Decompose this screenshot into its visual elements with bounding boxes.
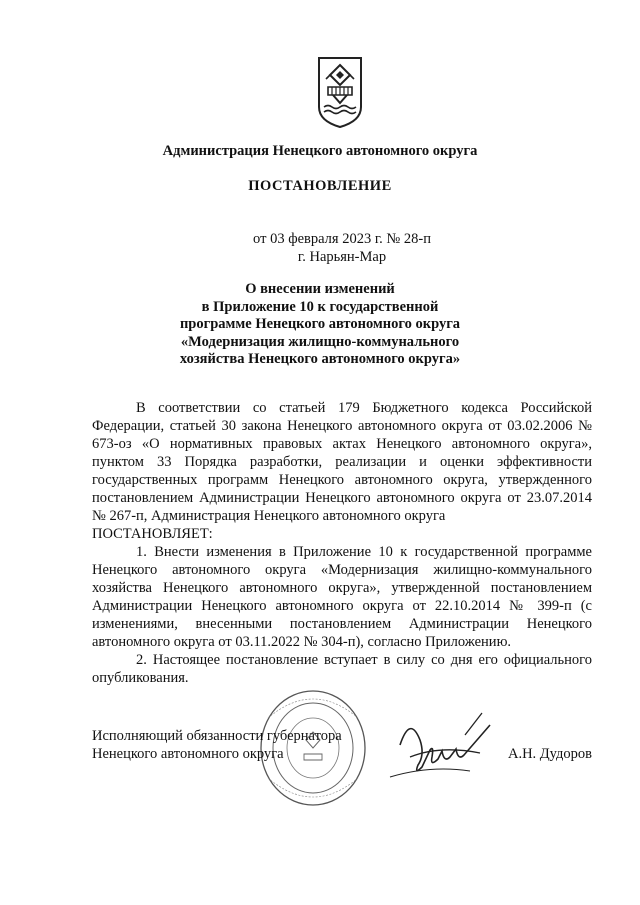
document-place: г. Нарьян-Мар [297, 249, 387, 265]
signatory-position-line-2: Ненецкого автономного округа [92, 746, 284, 762]
clause-2-paragraph: 2. Настоящее постановление вступает в силу со дня его официального опубликования. [92, 652, 592, 686]
signature-block [92, 727, 592, 763]
title-line: в Приложение 10 к государственной [201, 298, 439, 315]
organization-heading: Администрация Ненецкого автономного округа [162, 143, 478, 159]
title-line: О внесении изменений [245, 281, 395, 297]
title-line: «Модернизация жилищно-коммунального [180, 333, 460, 350]
title-line: программе Ненецкого автономного округа [179, 316, 461, 332]
document-date-number: от 03 февраля 2023 г. № 28-п [253, 231, 431, 247]
document-body [92, 399, 592, 687]
coat-of-arms-emblem [316, 55, 364, 129]
resolves-keyword: ПОСТАНОВЛЯЕТ: [92, 526, 213, 542]
title-line: хозяйства Ненецкого автономного округа» [179, 351, 461, 367]
preamble-paragraph: В соответствии со статьей 179 Бюджетного кодекса Российской Федерации, статьей 30 закона Ненецкого автономного округа от 03.02.2006 № 673-оз «О нормативных правовых актах Ненецкого автономного округа», пунктом 33 Порядка разработки, реализации и оценки эффективности государственных программ Ненецкого автономного округа, утвержденного постановлением Администрации Ненецкого автономного округа от 23.07.2014 № 267-п, Администрация Ненецкого автономного округа [92, 400, 592, 524]
clause-1-paragraph: 1. Внести изменения в Приложение 10 к государственной программе Ненецкого автономного округа «Модернизация жилищно-коммунального хозяйства Ненецкого автономного округа», утвержденной постановлением Администрации Ненецкого автономного округа от 22.10.2014 № 399-п (с изменениями, внесенными постановлением Администрации Ненецкого автономного округа от 03.11.2022 № 304-п), согласно Приложению. [92, 544, 592, 650]
document-title [0, 281, 640, 369]
signatory-position-line-1: Исполняющий обязанности губернатора [92, 728, 342, 744]
document-type: ПОСТАНОВЛЕНИЕ [248, 178, 392, 194]
signatory-name: А.Н. Дудоров [507, 746, 592, 762]
